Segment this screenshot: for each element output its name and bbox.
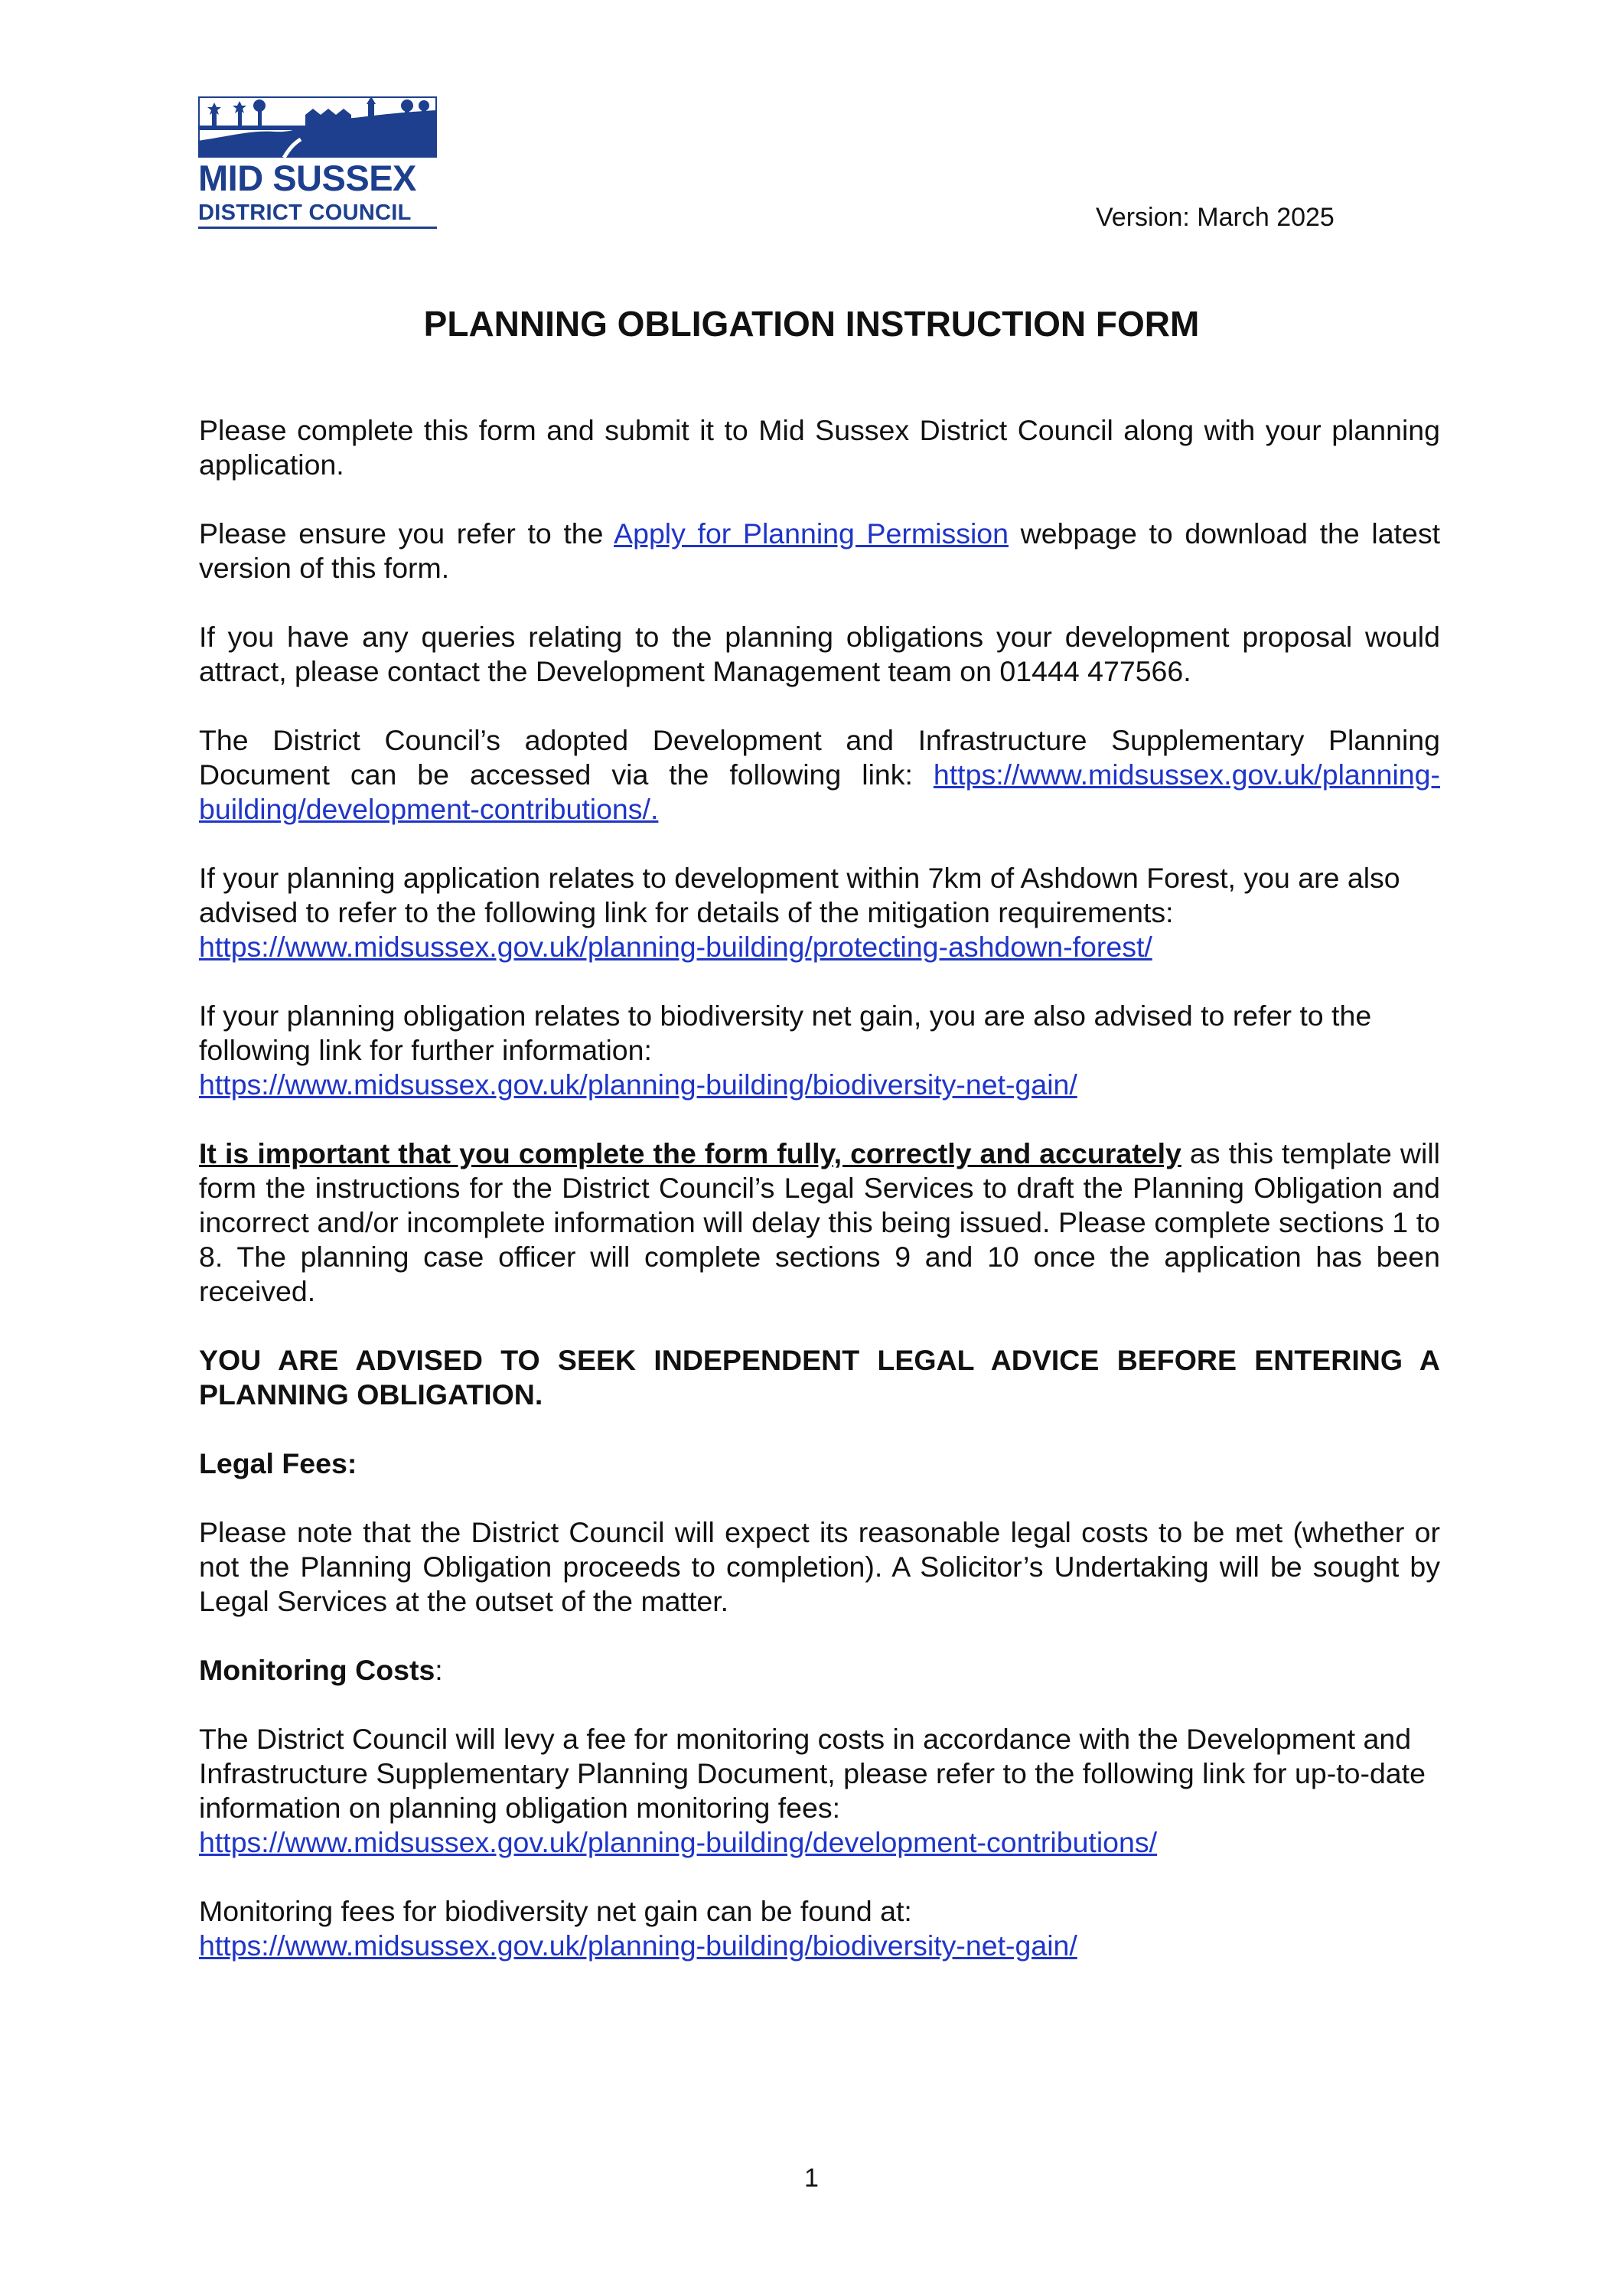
- important-notice-text: as this template will form the instructions for the District Council’s Legal Services to draft the Planning Obligation and incorrect and/or incomplete information will delay this being issued. Please complete sections 1 to 8. The planning case officer will complete sections 9 and 10 once the application has been received.: [199, 1137, 1440, 1307]
- logo-subtitle: DISTRICT COUNCIL: [198, 201, 412, 225]
- development-contributions-link[interactable]: https://www.midsussex.gov.uk/planning-building/development-contributions/.: [199, 758, 1440, 825]
- page-number: 1: [804, 2164, 819, 2193]
- legal-advice-warning: YOU ARE ADVISED TO SEEK INDEPENDENT LEGAL ADVICE BEFORE ENTERING A PLANNING OBLIGATION.: [199, 1344, 1440, 1411]
- important-notice-paragraph: [199, 1137, 1440, 1309]
- intro-paragraph: Please complete this form and submit it to Mid Sussex District Council along with your planning application.: [199, 414, 1440, 481]
- council-logo: [198, 96, 437, 228]
- bng-monitoring-text: Monitoring fees for biodiversity net gain can be found at:: [199, 1895, 912, 1927]
- monitoring-costs-paragraph: [199, 1722, 1440, 1860]
- biodiversity-net-gain-link[interactable]: https://www.midsussex.gov.uk/planning-building/biodiversity-net-gain/: [199, 1068, 1077, 1101]
- bng-monitoring-link[interactable]: https://www.midsussex.gov.uk/planning-building/biodiversity-net-gain/: [199, 1929, 1077, 1962]
- legal-fees-paragraph: Please note that the District Council will expect its reasonable legal costs to be met (whether or not the Planning Obligation proceeds to completion). A Solicitor’s Undertaking will be sought by Legal Services at the outset of the matter.: [199, 1516, 1440, 1617]
- apply-for-planning-permission-link[interactable]: Apply for Planning Permission: [614, 517, 1009, 550]
- biodiversity-text: If your planning obligation relates to biodiversity net gain, you are also advised to refer to the following link for further information:: [199, 1000, 1372, 1066]
- bng-monitoring-paragraph: [199, 1894, 1440, 1963]
- council-emblem-icon: [198, 96, 437, 158]
- biodiversity-paragraph: [199, 999, 1440, 1102]
- page-title: PLANNING OBLIGATION INSTRUCTION FORM: [423, 304, 1200, 344]
- document-body: [199, 413, 1440, 1998]
- spd-text: The District Council’s adopted Development and Infrastructure Supplementary Planning Document can be accessed via the following link:: [199, 724, 1440, 791]
- monitoring-costs-text: The District Council will levy a fee for monitoring costs in accordance with the Development and Infrastructure Supplementary Planning Document, please refer to the following link for up-to-date information on planning obligation monitoring fees:: [199, 1723, 1426, 1824]
- monitoring-costs-heading-colon: :: [435, 1654, 443, 1686]
- form-download-text-before: Please ensure you refer to the: [199, 517, 614, 550]
- logo-divider: [198, 227, 437, 229]
- queries-paragraph: If you have any queries relating to the planning obligations your development proposal would attract, please contact the Development Management team on 01444 477566.: [199, 621, 1440, 687]
- important-notice-emphasis: It is important that you complete the form fully, correctly and accurately: [199, 1137, 1181, 1169]
- monitoring-costs-heading-text: Monitoring Costs: [199, 1654, 435, 1686]
- version-label: Version: March 2025: [1096, 203, 1335, 232]
- ashdown-forest-text: If your planning application relates to development within 7km of Ashdown Forest, you are also advised to refer to the following link for details of the mitigation requirements:: [199, 862, 1400, 928]
- logo-name: MID SUSSEX: [198, 158, 416, 198]
- form-download-text-after: webpage to download the latest version of this form.: [199, 517, 1441, 584]
- form-download-paragraph: [199, 517, 1440, 585]
- spd-paragraph: [199, 723, 1440, 827]
- monitoring-fees-link[interactable]: https://www.midsussex.gov.uk/planning-building/development-contributions/: [199, 1826, 1158, 1858]
- monitoring-costs-heading: [199, 1653, 1440, 1688]
- legal-fees-heading: Legal Fees:: [199, 1447, 357, 1479]
- ashdown-forest-link[interactable]: https://www.midsussex.gov.uk/planning-building/protecting-ashdown-forest/: [199, 931, 1152, 963]
- ashdown-forest-paragraph: [199, 861, 1440, 964]
